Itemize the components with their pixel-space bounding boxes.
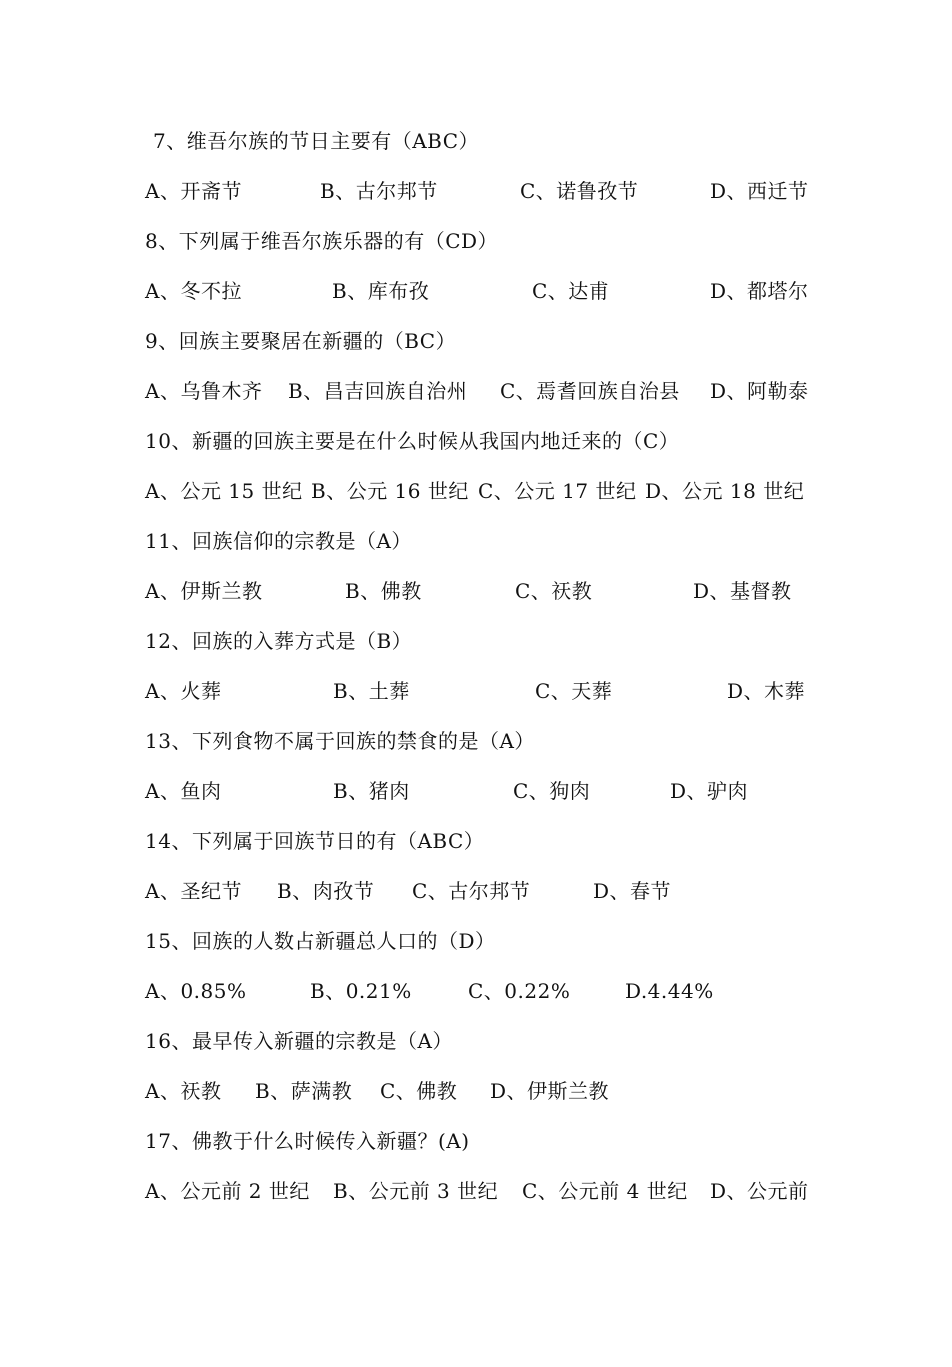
question-15: 15、回族的人数占新疆总人口的（D） [145, 929, 496, 953]
options-9 [145, 375, 825, 407]
option-c: C、狗肉 [513, 779, 591, 803]
option-a: A、鱼肉 [145, 779, 222, 803]
option-b: B、公元 16 世纪 [311, 479, 469, 503]
options-11 [145, 575, 825, 607]
option-a: A、乌鲁木齐 [145, 379, 263, 403]
option-b: B、肉孜节 [277, 879, 375, 903]
option-d: D、公元前 [710, 1179, 809, 1203]
option-b: B、佛教 [345, 579, 422, 603]
option-c: C、焉耆回族自治县 [500, 379, 680, 403]
option-a: A、伊斯兰教 [145, 579, 263, 603]
option-a: A、祆教 [145, 1079, 222, 1103]
option-d: D、公元 18 世纪 [645, 479, 805, 503]
question-16: 16、最早传入新疆的宗教是（A） [145, 1029, 453, 1053]
option-d: D.4.44% [625, 979, 714, 1003]
question-10: 10、新疆的回族主要是在什么时候从我国内地迁来的（C） [145, 429, 680, 453]
option-d: D、驴肉 [670, 779, 749, 803]
option-a: A、开斋节 [145, 179, 242, 203]
option-a: A、圣纪节 [145, 879, 242, 903]
option-c: C、公元 17 世纪 [478, 479, 637, 503]
options-7 [145, 175, 825, 207]
option-d: D、西迁节 [710, 179, 809, 203]
option-b: B、0.21% [310, 979, 412, 1003]
option-d: D、伊斯兰教 [490, 1079, 610, 1103]
options-12 [145, 675, 825, 707]
option-b: B、古尔邦节 [320, 179, 438, 203]
question-13: 13、下列食物不属于回族的禁食的是（A） [145, 729, 535, 753]
option-a: A、冬不拉 [145, 279, 242, 303]
option-c: C、祆教 [515, 579, 593, 603]
question-12: 12、回族的入葬方式是（B） [145, 629, 413, 653]
option-c: C、诺鲁孜节 [520, 179, 639, 203]
option-c: C、达甫 [532, 279, 610, 303]
options-15 [145, 975, 825, 1007]
question-14: 14、下列属于回族节日的有（ABC） [145, 829, 485, 853]
option-b: B、昌吉回族自治州 [288, 379, 468, 403]
option-d: D、基督教 [693, 579, 792, 603]
option-a: A、公元 15 世纪 [145, 479, 303, 503]
question-7: 7、维吾尔族的节日主要有（ABC） [153, 129, 480, 153]
option-a: A、公元前 2 世纪 [145, 1179, 310, 1203]
option-b: B、萨满教 [255, 1079, 353, 1103]
options-17 [145, 1175, 825, 1207]
option-d: D、木葬 [727, 679, 806, 703]
option-a: A、火葬 [145, 679, 222, 703]
question-17: 17、佛教于什么时候传入新疆？(A) [145, 1129, 470, 1153]
option-b: B、库布孜 [332, 279, 430, 303]
option-c: C、古尔邦节 [412, 879, 531, 903]
option-b: B、公元前 3 世纪 [333, 1179, 499, 1203]
options-13 [145, 775, 825, 807]
option-c: C、0.22% [468, 979, 571, 1003]
option-d: D、都塔尔 [710, 279, 809, 303]
option-b: B、猪肉 [333, 779, 410, 803]
option-c: C、天葬 [535, 679, 613, 703]
option-c: C、佛教 [380, 1079, 458, 1103]
option-d: D、春节 [593, 879, 672, 903]
options-8 [145, 275, 825, 307]
options-10 [145, 475, 825, 507]
options-14 [145, 875, 825, 907]
question-8: 8、下列属于维吾尔族乐器的有（CD） [145, 229, 499, 253]
options-16 [145, 1075, 825, 1107]
option-b: B、土葬 [333, 679, 410, 703]
option-a: A、0.85% [145, 979, 247, 1003]
question-9: 9、回族主要聚居在新疆的（BC） [145, 329, 457, 353]
option-c: C、公元前 4 世纪 [522, 1179, 688, 1203]
option-d: D、阿勒泰 [710, 379, 809, 403]
question-11: 11、回族信仰的宗教是（A） [145, 529, 412, 553]
